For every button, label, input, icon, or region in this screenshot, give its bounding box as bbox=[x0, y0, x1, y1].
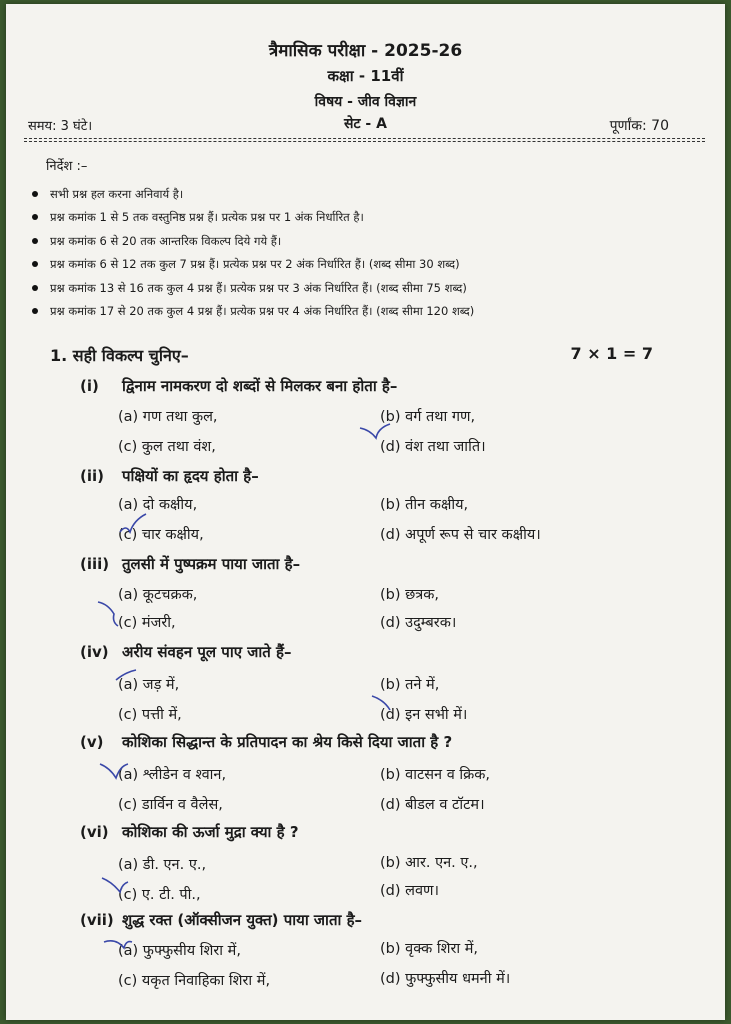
option: (c) कुल तथा वंश, bbox=[118, 439, 216, 455]
sub-question: (vii) शुद्ध रक्त (ऑक्सीजन युक्त) पाया जाता है– bbox=[80, 911, 363, 929]
pen-tick-icon bbox=[98, 872, 134, 902]
bullet-icon bbox=[32, 308, 38, 314]
question-1-label: 1. सही विकल्प चुनिए– bbox=[50, 346, 189, 365]
time-label: समय: 3 घंटे। bbox=[28, 119, 93, 134]
option: (b) वृक्क शिरा में, bbox=[380, 941, 479, 957]
option: (b) वर्ग तथा गण, bbox=[380, 409, 476, 425]
bullet-icon bbox=[32, 285, 38, 291]
option: (d) लवण। bbox=[380, 883, 439, 899]
sub-question: (iv) अरीय संवहन पूल पाए जाते हैं– bbox=[80, 643, 292, 661]
option: (b) छत्रक, bbox=[380, 587, 440, 603]
option: (a) कूटचक्रक, bbox=[118, 587, 198, 603]
option: (d) फुफ्फुसीय धमनी में। bbox=[380, 971, 511, 987]
option: (a) डी. एन. ए., bbox=[118, 857, 207, 873]
bullet-icon bbox=[32, 238, 38, 244]
option: (d) उदुम्बरक। bbox=[380, 615, 457, 631]
option: (b) तने में, bbox=[380, 677, 440, 693]
pen-tick-icon bbox=[356, 422, 396, 452]
pen-tick-icon bbox=[94, 596, 130, 630]
option: (c) ए. टी. पी., bbox=[118, 887, 201, 903]
option: (c) डार्विन व वैलेस, bbox=[118, 797, 223, 813]
exam-paper bbox=[6, 4, 725, 1020]
option: (a) श्लीडेन व श्वान, bbox=[118, 767, 227, 783]
bullet-icon bbox=[32, 261, 38, 267]
sub-question: (iii) तुलसी में पुष्पक्रम पाया जाता है– bbox=[80, 555, 301, 573]
option: (a) दो कक्षीय, bbox=[118, 497, 198, 513]
instruction-item: सभी प्रश्न हल करना अनिवार्य है। bbox=[28, 186, 474, 209]
option: (b) आर. एन. ए., bbox=[380, 855, 478, 871]
option: (a) गण तथा कुल, bbox=[118, 409, 218, 425]
divider bbox=[24, 141, 705, 142]
max-marks-label: पूर्णांक: 70 bbox=[609, 118, 669, 134]
pen-tick-icon bbox=[100, 934, 136, 960]
instruction-item: प्रश्न कमांक 17 से 20 तक कुल 4 प्रश्न हैं। प्रत्येक प्रश्न पर 4 अंक निर्धारित हैं। (शब्द सीमा 120 शब्द) bbox=[28, 303, 474, 326]
question-1-marks: 7 × 1 = 7 bbox=[570, 344, 653, 363]
instruction-item: प्रश्न कमांक 1 से 5 तक वस्तुनिष्ठ प्रश्न हैं। प्रत्येक प्रश्न पर 1 अंक निर्धारित है। bbox=[28, 209, 474, 232]
option: (d) अपूर्ण रूप से चार कक्षीय। bbox=[380, 527, 541, 543]
option: (d) इन सभी में। bbox=[380, 707, 468, 723]
option: (c) चार कक्षीय, bbox=[118, 527, 204, 543]
pen-tick-icon bbox=[114, 510, 154, 540]
instruction-item: प्रश्न कमांक 6 से 12 तक कुल 7 प्रश्न हैं। प्रत्येक प्रश्न पर 2 अंक निर्धारित हैं। (शब्द सीमा 30 शब्द) bbox=[28, 256, 474, 279]
option: (a) जड़ में, bbox=[118, 677, 180, 693]
class-label: कक्षा - 11वीं bbox=[327, 67, 404, 85]
instruction-item: प्रश्न कमांक 6 से 20 तक आन्तरिक विकल्प दिये गये हैं। bbox=[28, 233, 474, 256]
option: (b) तीन कक्षीय, bbox=[380, 497, 469, 513]
bullet-icon bbox=[32, 191, 38, 197]
sub-question: (v) कोशिका सिद्धान्त के प्रतिपादन का श्रेय किसे दिया जाता है ? bbox=[80, 733, 453, 751]
option: (c) पत्ती में, bbox=[118, 707, 182, 723]
instruction-item: प्रश्न कमांक 13 से 16 तक कुल 4 प्रश्न हैं। प्रत्येक प्रश्न पर 3 अंक निर्धारित हैं। (शब्द सीमा 75 शब्द) bbox=[28, 280, 474, 303]
option: (c) यकृत निवाहिका शिरा में, bbox=[118, 973, 271, 989]
option: (a) फुफ्फुसीय शिरा में, bbox=[118, 943, 241, 959]
bullet-icon bbox=[32, 214, 38, 220]
instructions-title: निर्देश :– bbox=[46, 159, 88, 174]
pen-tick-icon bbox=[96, 758, 132, 788]
option: (b) वाटसन व क्रिक, bbox=[380, 767, 491, 783]
divider bbox=[24, 138, 705, 139]
set-label: सेट - A bbox=[344, 116, 387, 132]
sub-question: (vi) कोशिका की ऊर्जा मुद्रा क्या है ? bbox=[80, 823, 299, 841]
option: (c) मंजरी, bbox=[118, 615, 176, 631]
exam-title: त्रैमासिक परीक्षा - 2025-26 bbox=[268, 41, 463, 61]
option: (d) बीडल व टॉटम। bbox=[380, 797, 485, 813]
subject-label: विषय - जीव विज्ञान bbox=[314, 94, 417, 110]
sub-question: (i) द्विनाम नामकरण दो शब्दों से मिलकर बना होता है– bbox=[80, 377, 398, 395]
pen-tick-icon bbox=[110, 664, 146, 694]
pen-tick-icon bbox=[368, 692, 404, 722]
option: (d) वंश तथा जाति। bbox=[380, 439, 486, 455]
sub-question: (ii) पक्षियों का हृदय होता है– bbox=[80, 467, 259, 485]
instructions-list bbox=[28, 186, 474, 326]
